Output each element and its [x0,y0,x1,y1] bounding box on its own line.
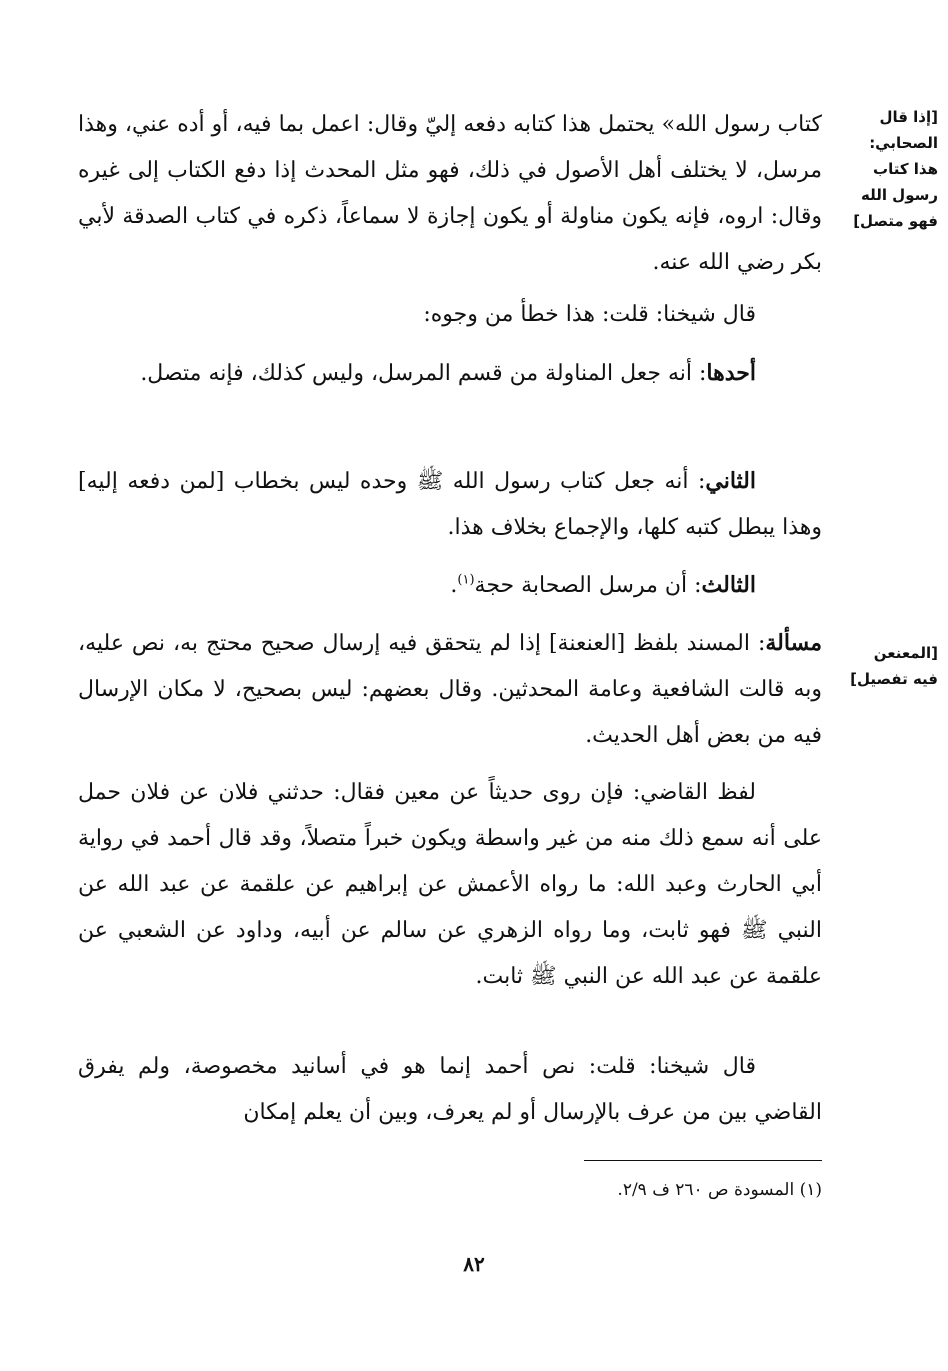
paragraph-third-point [78,562,822,609]
paragraph-second-point [78,458,822,551]
paragraph-2 [78,292,822,338]
paragraph-masala [78,620,822,759]
paragraph-6-text: : المسند بلفظ [العنعنة] إذا لم يتحقق فيه إرسال صحيح محتج به، نص عليه، وبه قالت الشافعية وعامة المحدثين. وقال بعضهم: ليس بصحيح، لا مكان الإرسال فيه من بعض أهل الحديث. [78,631,822,748]
paragraph-5-text: : أن مرسل الصحابة حجة [474,573,702,598]
footnote: (١) المسودة ص ٢٦٠ ف ٢/٩. [617,1180,822,1200]
margin-note-connected: [إذا قال الصحابي: هذا كتاب رسول الله فهو متصل] [853,108,938,230]
paragraph-first-point [78,350,822,397]
lead-word-third: الثالث [701,572,756,598]
footnote-divider [584,1160,822,1161]
paragraph-shaykh [78,1044,822,1136]
paragraph-2-text: قال شيخنا: قلت: هذا خطأ من وجوه: [423,302,756,327]
paragraph-8-text: قال شيخنا: قلت: نص أحمد إنما هو في أسانيد مخصوصة، ولم يفرق القاضي بين من عرف بالإرسال أو لم يعرف، وبين أن يعلم إمكان [78,1054,822,1125]
footnote-marker: (١) [457,572,475,588]
page-number: ٨٢ [463,1252,485,1276]
margin-note-muanan: [المعنعن فيه تفصيل] [850,644,938,688]
paragraph-3-text: : أنه جعل المناولة من قسم المرسل، وليس كذلك، فإنه متصل. [140,361,707,386]
paragraph-4-text: : أنه جعل كتاب رسول الله ﷺ وحده ليس بخطاب [لمن دفعه إليه] وهذا يبطل كتبه كلها، والإجماع بخلاف هذا. [78,469,822,540]
lead-word-first: أحدها [706,360,756,386]
paragraph-5-end: . [450,573,458,598]
lead-word-second: الثاني [705,468,756,494]
paragraph-7-text: لفظ القاضي: فإن روى حديثاً عن معين فقال: حدثني فلان عن فلان حمل على أنه سمع ذلك منه من غير واسطة ويكون خبراً متصلاً، وقد قال أحمد في رواية أبي الحارث وعبد الله: ما رواه الأعمش عن إبراهيم عن علقمة عن عبد الله عن النبي ﷺ فهو ثابت، وما رواه الزهري عن سالم عن أبيه، وداود عن الشعبي عن علقمة عن عبد الله عن النبي ﷺ ثابت. [78,780,822,989]
paragraph-1 [78,102,822,286]
paragraph-qadi [78,770,822,1000]
paragraph-1-text: كتاب رسول الله» يحتمل هذا كتابه دفعه إليّ وقال: اعمل بما فيه، أو أده عني، وهذا مرسل، لا يختلف أهل الأصول في ذلك، فهو مثل المحدث إذا دفع الكتاب إلى غيره وقال: اروه، فإنه يكون مناولة أو يكون إجازة لا سماعاً، ذكره في كتاب الصدقة لأبي بكر رضي الله عنه. [78,112,822,275]
lead-word-masala: مسألة [765,630,822,656]
